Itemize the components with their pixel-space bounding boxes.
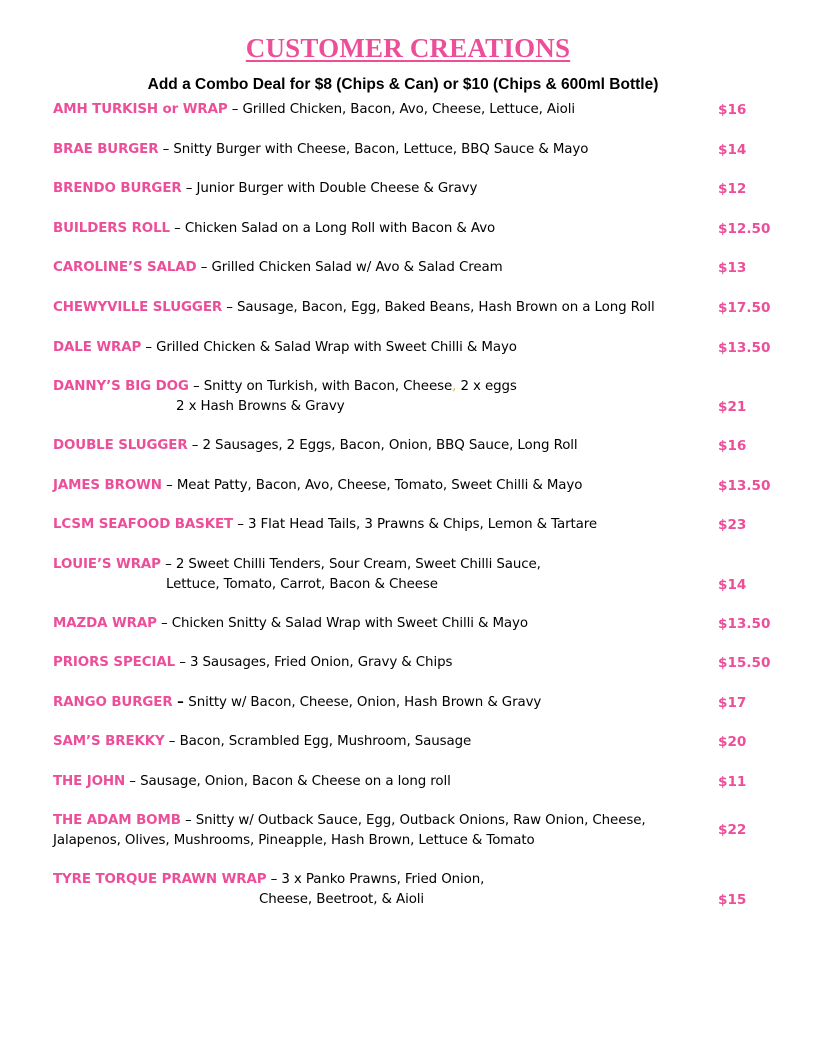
menu-item-line xyxy=(53,298,763,318)
menu-item xyxy=(53,476,771,496)
menu-item-name: DOUBLE SLUGGER xyxy=(53,438,188,453)
menu-item xyxy=(53,515,763,535)
menu-item-price: $17.50 xyxy=(718,300,771,316)
menu-item-price: $12 xyxy=(718,181,747,197)
menu-item-line xyxy=(53,436,763,456)
menu-item-line xyxy=(53,476,763,496)
menu-item-name: LOUIE’S WRAP xyxy=(53,557,161,572)
menu-item xyxy=(53,772,763,792)
menu-item-line xyxy=(53,653,763,673)
menu-item-price: $14 xyxy=(718,577,747,593)
menu-item-line-2 xyxy=(53,397,763,417)
combo-deal-subtitle: Add a Combo Deal for $8 (Chips & Can) or $10 (Chips & 600ml Bottle) xyxy=(147,76,659,93)
menu-item-name: BUILDERS ROLL xyxy=(53,221,170,236)
menu-item-price: $13.50 xyxy=(718,616,771,632)
menu-item-description: Sausage, Bacon, Egg, Baked Beans, Hash Brown on a Long Roll xyxy=(237,300,655,315)
menu-item-description: 3 Flat Head Tails, 3 Prawns & Chips, Lemon & Tartare xyxy=(247,517,598,532)
menu-item-description: Snitty Burger with Cheese, Bacon, Lettuce, BBQ Sauce & Mayo xyxy=(173,142,589,157)
menu-item-line xyxy=(53,614,763,634)
menu-item-line xyxy=(53,515,763,535)
menu-item xyxy=(53,298,771,318)
menu-item-name: RANGO BURGER xyxy=(53,695,173,710)
menu-item-description: Bacon, Scrambled Egg, Mushroom, Sausage xyxy=(179,734,472,749)
menu-item xyxy=(53,555,763,595)
separator: – xyxy=(175,655,190,670)
menu-item-description-2: Cheese, Beetroot, & Aioli xyxy=(259,892,425,907)
menu-item-description: 3 Sausages, Fried Onion, Gravy & Chips xyxy=(189,655,453,670)
menu-item xyxy=(53,653,771,673)
menu-item-name: DALE WRAP xyxy=(53,340,142,355)
menu-item-price: $21 xyxy=(718,399,747,415)
menu-item-description-cont: 2 x eggs xyxy=(456,379,517,394)
menu-item-price: $22 xyxy=(718,822,747,838)
separator: – xyxy=(181,181,197,196)
menu-item-price: $13.50 xyxy=(718,478,771,494)
menu-item-description: Chicken Salad on a Long Roll with Bacon & Avo xyxy=(184,221,496,236)
separator: – xyxy=(180,813,196,828)
menu-item-price: $13 xyxy=(718,260,747,276)
menu-item-description-2: 2 x Hash Browns & Gravy xyxy=(176,399,345,414)
menu-item-line xyxy=(53,100,763,120)
menu-item xyxy=(53,614,771,634)
menu-item-description: Sausage, Onion, Bacon & Cheese on a long roll xyxy=(140,774,451,789)
menu-item-price: $11 xyxy=(718,774,747,790)
separator: – xyxy=(161,478,177,493)
separator: – xyxy=(169,221,185,236)
menu-item-line xyxy=(53,732,763,752)
menu-item-line-2 xyxy=(53,831,763,851)
menu-item-price: $20 xyxy=(718,734,747,750)
menu-item-price: $15.50 xyxy=(718,655,771,671)
menu-item xyxy=(53,693,763,713)
menu-item xyxy=(53,436,763,456)
separator: – xyxy=(164,734,180,749)
menu-item-name: AMH TURKISH or WRAP xyxy=(53,102,228,117)
separator: – xyxy=(188,379,204,394)
menu-item-line xyxy=(53,555,763,575)
menu-item-name: THE JOHN xyxy=(53,774,126,789)
menu-item-description-2: Jalapenos, Olives, Mushrooms, Pineapple, Hash Brown, Lettuce & Tomato xyxy=(53,833,535,848)
menu-item-line xyxy=(53,219,763,239)
separator: – xyxy=(196,260,212,275)
menu-item-price: $13.50 xyxy=(718,340,771,356)
menu-item xyxy=(53,179,763,199)
menu-item-name: BRAE BURGER xyxy=(53,142,159,157)
menu-item-name: JAMES BROWN xyxy=(53,478,162,493)
menu-item-price: $15 xyxy=(718,892,747,908)
menu-item-description: Meat Patty, Bacon, Avo, Cheese, Tomato, Sweet Chilli & Mayo xyxy=(176,478,583,493)
menu-item xyxy=(53,870,763,910)
separator: – xyxy=(172,695,189,710)
menu-item-line xyxy=(53,179,763,199)
menu-item-name: CAROLINE’S SALAD xyxy=(53,260,197,275)
menu-item-line xyxy=(53,870,763,890)
menu-item xyxy=(53,258,763,278)
menu-item xyxy=(53,338,771,358)
menu-item-description: Snitty on Turkish, with Bacon, Cheese xyxy=(203,379,453,394)
menu-item-description: 2 Sweet Chilli Tenders, Sour Cream, Sweet Chilli Sauce, xyxy=(175,557,541,572)
menu-item xyxy=(53,377,763,417)
menu-item-line xyxy=(53,140,763,160)
separator: – xyxy=(160,557,176,572)
menu-item-description: Grilled Chicken & Salad Wrap with Sweet Chilli & Mayo xyxy=(156,340,517,355)
menu-item-line xyxy=(53,811,763,831)
separator: – xyxy=(158,142,174,157)
menu-item xyxy=(53,219,771,239)
separator: – xyxy=(125,774,141,789)
menu-item-line-2 xyxy=(53,890,763,910)
page-title: CUSTOMER CREATIONS xyxy=(245,33,571,63)
menu-item-description: Grilled Chicken Salad w/ Avo & Salad Cream xyxy=(211,260,503,275)
menu-item xyxy=(53,811,763,851)
menu-item-price: $12.50 xyxy=(718,221,771,237)
menu-item xyxy=(53,100,763,120)
menu-item-name: PRIORS SPECIAL xyxy=(53,655,176,670)
menu-item xyxy=(53,140,763,160)
menu-item-description: Junior Burger with Double Cheese & Gravy xyxy=(196,181,478,196)
menu-item-line-2 xyxy=(53,575,763,595)
menu-item-description: Snitty w/ Outback Sauce, Egg, Outback Onions, Raw Onion, Cheese, xyxy=(195,813,646,828)
menu-item-description-2: Lettuce, Tomato, Carrot, Bacon & Cheese xyxy=(166,577,438,592)
separator: – xyxy=(222,300,238,315)
menu-item-name: MAZDA WRAP xyxy=(53,616,157,631)
menu-item-line xyxy=(53,772,763,792)
menu-item-name: BRENDO BURGER xyxy=(53,181,182,196)
menu-item-price: $14 xyxy=(718,142,747,158)
separator: – xyxy=(156,616,172,631)
menu-item-price: $17 xyxy=(718,695,747,711)
menu-item-line xyxy=(53,693,763,713)
separator: – xyxy=(227,102,243,117)
menu-item-name: DANNY’S BIG DOG xyxy=(53,379,189,394)
menu-item-line xyxy=(53,377,763,397)
separator: – xyxy=(141,340,157,355)
menu-item-description: Snitty w/ Bacon, Cheese, Onion, Hash Brown & Gravy xyxy=(188,695,542,710)
menu-item-description: Grilled Chicken, Bacon, Avo, Cheese, Lettuce, Aioli xyxy=(242,102,575,117)
menu-item-name: LCSM SEAFOOD BASKET xyxy=(53,517,234,532)
menu-item-description: 2 Sausages, 2 Eggs, Bacon, Onion, BBQ Sauce, Long Roll xyxy=(202,438,578,453)
menu-item-description: Chicken Snitty & Salad Wrap with Sweet Chilli & Mayo xyxy=(171,616,528,631)
menu-item-price: $16 xyxy=(718,102,747,118)
menu-item-name: THE ADAM BOMB xyxy=(53,813,181,828)
menu-item-price: $16 xyxy=(718,438,747,454)
menu-item-price: $23 xyxy=(718,517,747,533)
comma-accent: , xyxy=(452,379,457,394)
menu-item-name: SAM’S BREKKY xyxy=(53,734,165,749)
menu-item xyxy=(53,732,763,752)
menu-item-name: CHEWYVILLE SLUGGER xyxy=(53,300,223,315)
separator: – xyxy=(266,872,282,887)
menu-item-line xyxy=(53,338,763,358)
menu-item-description: 3 x Panko Prawns, Fried Onion, xyxy=(281,872,485,887)
menu-item-line xyxy=(53,258,763,278)
separator: – xyxy=(187,438,203,453)
menu-item-name: TYRE TORQUE PRAWN WRAP xyxy=(53,872,267,887)
separator: – xyxy=(233,517,248,532)
